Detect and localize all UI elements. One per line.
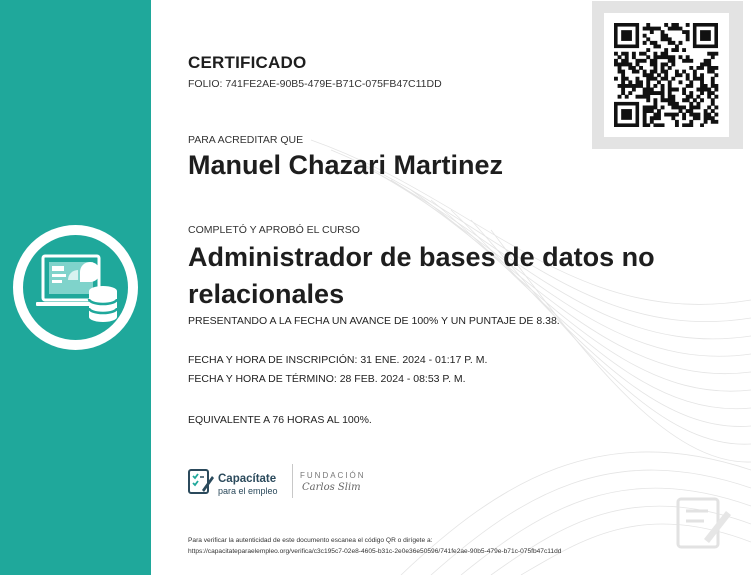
document-pen-icon xyxy=(674,493,734,553)
capacitate-logo-name: Capacítate xyxy=(218,473,277,485)
capacitate-logo-sub: para el empleo xyxy=(218,486,278,496)
foundation-signature: Carlos Slim xyxy=(302,482,361,493)
enrollment-date: FECHA Y HORA DE INSCRIPCIÓN: 31 ENE. 2024 - 01:17 P. M. xyxy=(188,354,488,366)
folio-number: FOLIO: 741FE2AE-90B5-479E-B71C-075FB47C11DD xyxy=(188,78,442,90)
verification-instructions: Para verificar la autenticidad de este documento escanea el código QR o dirígete a: xyxy=(188,537,433,544)
course-badge xyxy=(13,225,138,350)
foundation-label: FUNDACIÓN xyxy=(300,471,366,480)
progress-text: PRESENTANDO A LA FECHA UN AVANCE DE 100% Y UN PUNTAJE DE 8.38. xyxy=(188,315,560,327)
database-monitor-icon xyxy=(23,235,128,340)
checklist-pen-icon xyxy=(188,468,214,496)
course-title: Administrador de bases de datos no relacionales xyxy=(188,242,655,309)
recipient-name: Manuel Chazari Martinez xyxy=(188,150,504,180)
verification-url[interactable]: https://capacitateparaelempleo.org/verifica/c3c195c7-02e8-4605-b31c-2e0e36e50596/741fe2ae-90b5-479e-b71c-075fb47c11dd xyxy=(188,548,562,555)
qr-frame xyxy=(592,1,743,149)
qr-code-icon xyxy=(614,23,719,127)
sidebar-band xyxy=(0,0,151,575)
equivalent-hours: EQUIVALENTE A 76 HORAS AL 100%. xyxy=(188,414,372,426)
certificate-title: CERTIFICADO xyxy=(188,53,307,72)
accredit-label: PARA ACREDITAR QUE xyxy=(188,134,304,146)
completed-label: COMPLETÓ Y APROBÓ EL CURSO xyxy=(188,224,360,236)
logo-divider xyxy=(292,464,293,498)
sponsor-logos xyxy=(188,464,388,500)
completion-date: FECHA Y HORA DE TÉRMINO: 28 FEB. 2024 - 08:53 P. M. xyxy=(188,373,466,385)
